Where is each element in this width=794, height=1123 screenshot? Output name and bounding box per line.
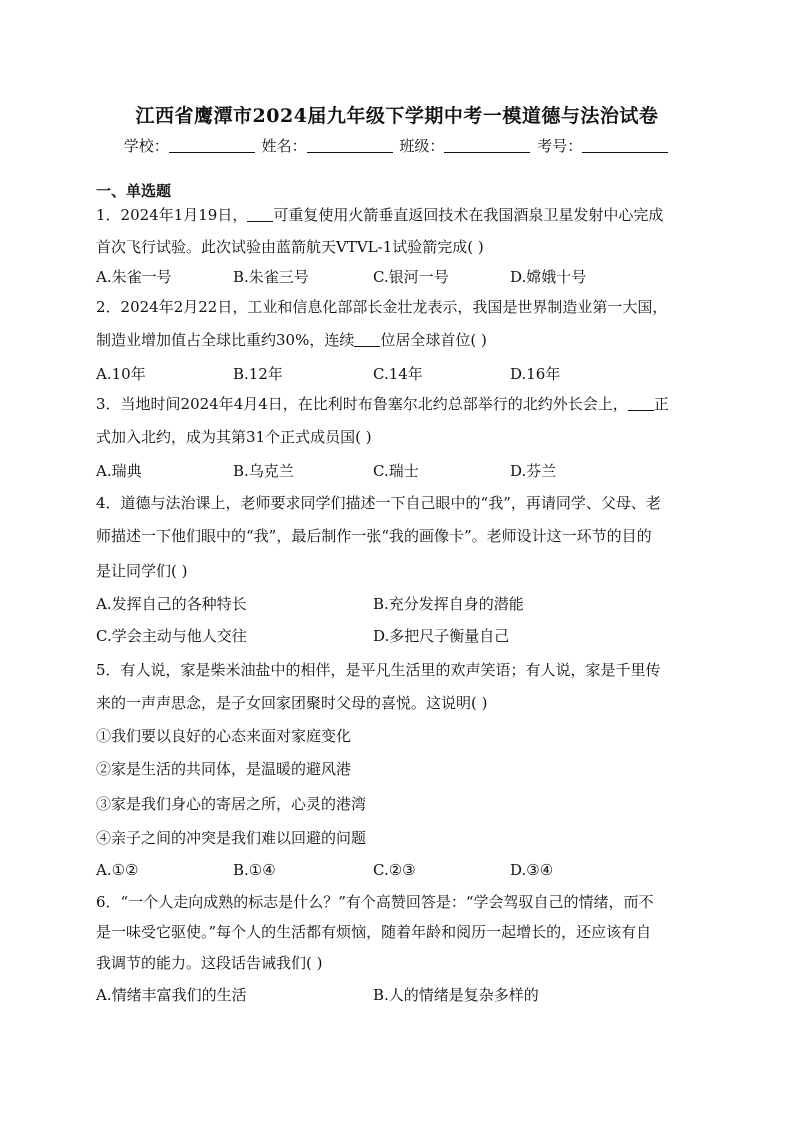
question-5-option-b[interactable]: B.①④ [233, 861, 276, 879]
question-4-option-b[interactable]: B.充分发挥自身的潜能 [373, 595, 524, 613]
question-5-option-d[interactable]: D.③④ [510, 861, 554, 879]
exam-number-label: 考号： [537, 137, 583, 155]
question-3-text-b: 正 [653, 395, 669, 413]
question-3-line-2: 式加入北约，成为其第31个正式成员国( ) [96, 428, 372, 446]
answer-blank [354, 332, 380, 347]
question-5-statement-3: ③家是我们身心的寄居之所，心灵的港湾 [96, 795, 367, 813]
question-3-line-1 [96, 394, 669, 414]
question-6-line-1: 6．“一个人走向成熟的标志是什么？”有个高赞回答是：“学会驾驭自己的情绪，而不 [96, 893, 654, 911]
answer-blank [247, 207, 273, 222]
question-2-option-d[interactable]: D.16年 [510, 365, 561, 383]
class-label: 班级： [399, 137, 445, 155]
question-3-option-b[interactable]: B.乌克兰 [233, 462, 294, 480]
question-5-line-1: 5．有人说，家是柴米油盐中的相伴，是平凡生活里的欢声笑语；有人说，家是千里传 [96, 661, 661, 679]
question-4-line-2: 师描述一下他们眼中的“我”，最后制作一张“我的画像卡”。老师设计这一环节的目的 [96, 527, 652, 545]
question-5-line-2: 来的一声声思念，是子女回家团聚时父母的喜悦。这说明( ) [96, 694, 488, 712]
class-field[interactable] [444, 138, 530, 153]
question-3-option-a[interactable]: A.瑞典 [96, 462, 142, 480]
question-6-option-a[interactable]: A.情绪丰富我们的生活 [96, 986, 247, 1004]
question-2-text-b: 位居全球首位( ) [380, 331, 487, 349]
question-2-option-a[interactable]: A.10年 [96, 365, 146, 383]
question-6-line-2: 是一味受它驱使。”每个人的生活都有烦恼，随着年龄和阅历一起增长的，还应该有自 [96, 923, 652, 941]
question-1-option-d[interactable]: D.嫦娥十号 [510, 268, 587, 286]
question-5-option-c[interactable]: C.②③ [373, 861, 416, 879]
question-1-line-2: 首次飞行试验。此次试验由蓝箭航天VTVL-1试验箭完成( ) [96, 238, 484, 256]
exam-number-field[interactable] [582, 138, 668, 153]
question-6-line-3: 我调节的能力。这段话告诫我们( ) [96, 954, 323, 972]
section-heading: 一、单选题 [96, 182, 172, 200]
question-4-line-1: 4．道德与法治课上，老师要求同学们描述一下自己眼中的“我”，再请同学、父母、老 [96, 494, 661, 512]
question-5-option-a[interactable]: A.①② [96, 861, 139, 879]
question-2-line-1: 2．2024年2月22日，工业和信息化部部长金壮龙表示，我国是世界制造业第一大国， [96, 298, 668, 316]
question-5-statement-1: ①我们要以良好的心态来面对家庭变化 [96, 727, 352, 745]
question-4-option-c[interactable]: C.学会主动与他人交往 [96, 627, 247, 645]
name-field[interactable] [307, 138, 393, 153]
question-3-option-d[interactable]: D.芬兰 [510, 462, 557, 480]
question-1-text-b: 可重复使用火箭垂直返回技术在我国酒泉卫星发射中心完成 [273, 206, 664, 224]
question-1-option-b[interactable]: B.朱雀三号 [233, 268, 309, 286]
question-1-option-c[interactable]: C.银河一号 [373, 268, 449, 286]
exam-title: 江西省鹰潭市2024届九年级下学期中考一模道德与法治试卷 [135, 105, 659, 127]
question-4-option-d[interactable]: D.多把尺子衡量自己 [373, 627, 510, 645]
question-4-line-3: 是让同学们( ) [96, 562, 188, 580]
question-5-statement-2: ②家是生活的共同体，是温暖的避风港 [96, 760, 352, 778]
question-2-option-b[interactable]: B.12年 [233, 365, 283, 383]
question-1-text-a: 1．2024年1月19日， [96, 206, 248, 224]
question-6-option-b[interactable]: B.人的情绪是复杂多样的 [373, 986, 539, 1004]
question-5-statement-4: ④亲子之间的冲突是我们难以回避的问题 [96, 829, 367, 847]
question-4-option-a[interactable]: A.发挥自己的各种特长 [96, 595, 247, 613]
student-info-line [0, 135, 794, 156]
answer-blank [628, 396, 654, 411]
school-field[interactable] [169, 138, 255, 153]
name-label: 姓名： [261, 137, 307, 155]
question-1-option-a[interactable]: A.朱雀一号 [96, 268, 172, 286]
question-1-line-1 [96, 205, 663, 225]
question-2-option-c[interactable]: C.14年 [373, 365, 423, 383]
question-3-option-c[interactable]: C.瑞士 [373, 462, 419, 480]
question-2-text-a: 制造业增加值占全球比重约30%，连续 [96, 331, 355, 349]
question-2-line-2 [96, 330, 487, 350]
question-3-text-a: 3．当地时间2024年4月4日，在比利时布鲁塞尔北约总部举行的北约外长会上， [96, 395, 628, 413]
school-label: 学校： [123, 137, 169, 155]
